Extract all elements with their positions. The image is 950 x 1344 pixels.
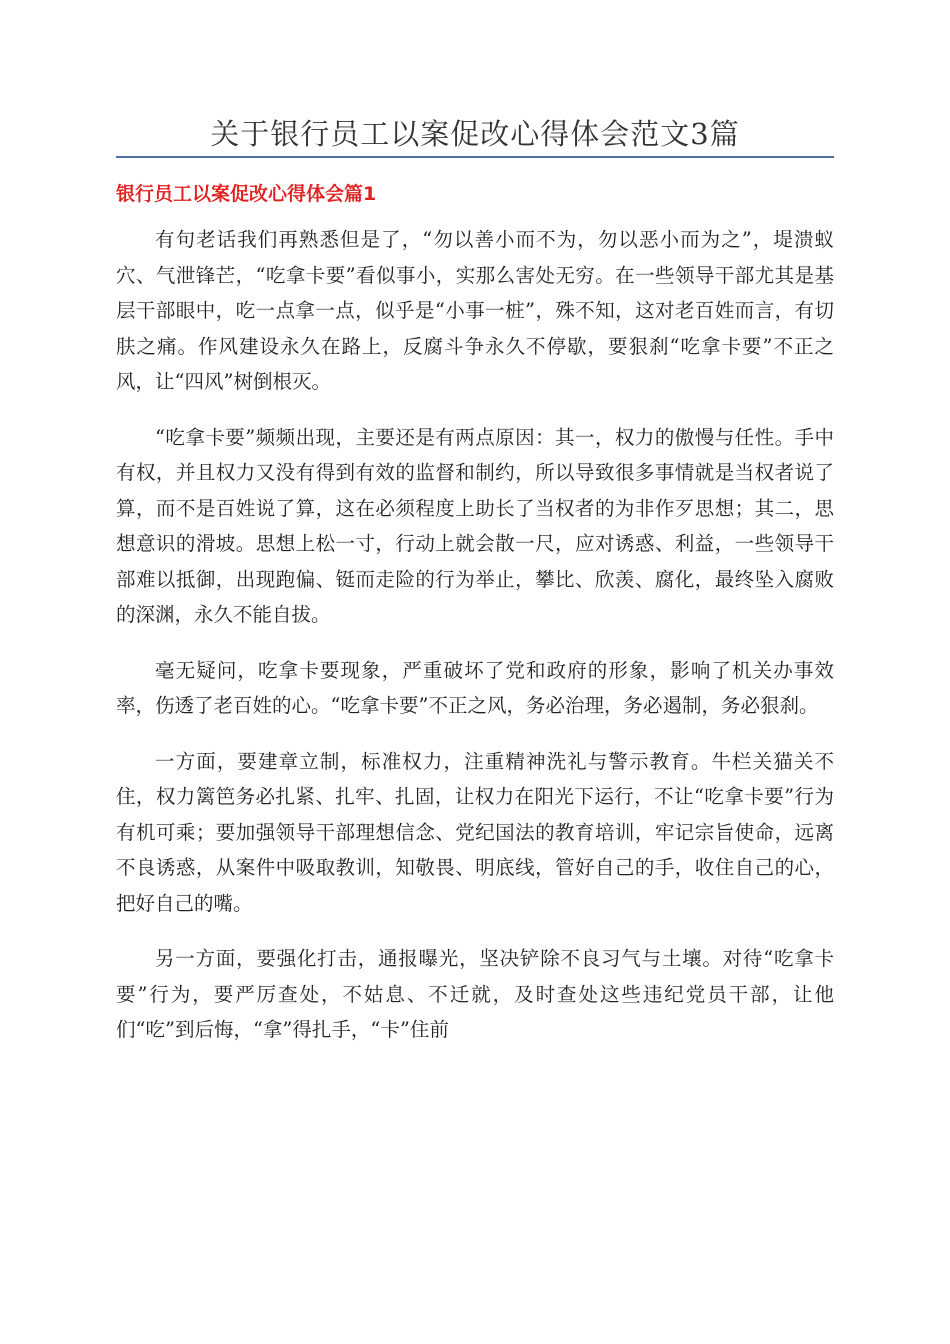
document-body xyxy=(116,222,834,1068)
document-title: 关于银行员工以案促改心得体会范文3篇 xyxy=(210,117,740,151)
section-heading: 银行员工以案促改心得体会篇1 xyxy=(116,183,377,205)
paragraph-3: 毫无疑问，吃拿卡要现象，严重破坏了党和政府的形象，影响了机关办事效率，伤透了老百姓的心。“吃拿卡要”不正之风，务必治理，务必遏制，务必狠刹。 xyxy=(116,658,834,717)
paragraph-2: “吃拿卡要”频频出现，主要还是有两点原因：其一，权力的傲慢与任性。手中有权，并且权力又没有得到有效的监督和制约，所以导致很多事情就是当权者说了算，而不是百姓说了算，这在必须程度上助长了当权者的为非作歹思想；其二，思想意识的滑坡。思想上松一寸，行动上就会散一尺，应对诱惑、利益，一些领导干部难以抵御，出现跑偏、铤而走险的行为举止，攀比、欣羡、腐化，最终坠入腐败的深渊，永久不能自拔。 xyxy=(116,425,834,626)
title-divider xyxy=(116,156,834,158)
paragraph-1: 有句老话我们再熟悉但是了，“勿以善小而不为，勿以恶小而为之”，堤溃蚁穴、气泄锋芒，“吃拿卡要”看似事小，实那么害处无穷。在一些领导干部尤其是基层干部眼中，吃一点拿一点，似乎是“小事一桩”，殊不知，这对老百姓而言，有切肤之痛。作风建设永久在路上，反腐斗争永久不停歇，要狠刹“吃拿卡要”不正之风，让“四风”树倒根灭。 xyxy=(116,228,834,393)
paragraph-5: 另一方面，要强化打击，通报曝光，坚决铲除不良习气与土壤。对待“吃拿卡要”行为，要严厉查处，不姑息、不迁就，及时查处这些违纪党员干部，让他们“吃”到后悔，“拿”得扎手，“卡”住前 xyxy=(116,947,834,1041)
paragraph-4: 一方面，要建章立制，标准权力，注重精神洗礼与警示教育。牛栏关猫关不住，权力篱笆务必扎紧、扎牢、扎固，让权力在阳光下运行，不让“吃拿卡要”行为有机可乘；要加强领导干部理想信念、党纪国法的教育培训，牢记宗旨使命，远离不良诱惑，从案件中吸取教训，知敬畏、明底线，管好自己的手，收住自己的心，把好自己的嘴。 xyxy=(116,749,834,915)
